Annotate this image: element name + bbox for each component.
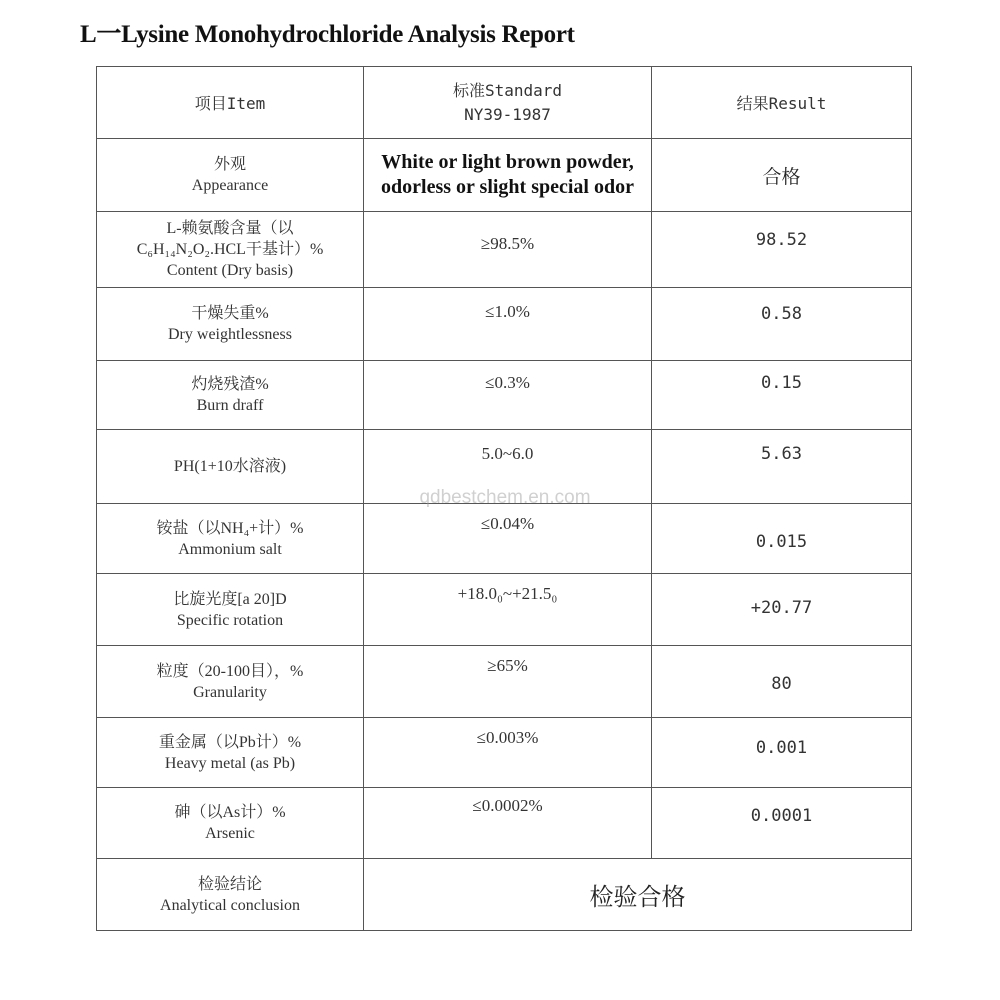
- row-result: 80: [652, 646, 912, 718]
- row-item: [97, 288, 364, 361]
- row-item: [97, 718, 364, 788]
- report-title: L一Lysine Monohydrochloride Analysis Report: [80, 21, 575, 48]
- row-item-en: Granularity: [193, 683, 267, 701]
- row-item: [97, 646, 364, 718]
- row-standard: ≤0.003%: [364, 718, 652, 788]
- row-item-en: Ammonium salt: [178, 540, 282, 558]
- row-item: [97, 504, 364, 574]
- row-result: 0.015: [652, 504, 912, 574]
- row-item: [97, 361, 364, 430]
- conclusion-row: [97, 859, 912, 931]
- row-item-en: Specific rotation: [176, 611, 284, 629]
- header-standard: [364, 67, 652, 139]
- row-standard: ≥65%: [364, 646, 652, 718]
- row-standard: ≤0.3%: [364, 361, 652, 430]
- row-result: 0.15: [652, 361, 912, 430]
- analysis-table: [96, 66, 912, 931]
- row-item-en: Heavy metal (as Pb): [164, 754, 296, 772]
- row-result: 0.001: [652, 718, 912, 788]
- watermark: qdbestchem.en.com: [419, 487, 591, 508]
- table-row: [97, 718, 912, 788]
- row-item-cn: 铵盐（以NH₄+计）%: [156, 519, 304, 537]
- row-item: [97, 212, 364, 288]
- header-result: 结果Result: [652, 67, 912, 139]
- row-standard: ≥98.5%: [364, 212, 652, 288]
- row-result: 5.63: [652, 430, 912, 504]
- row-item-cn: 比旋光度[a 20]D: [173, 590, 287, 608]
- conclusion-item-cn: 检验结论: [197, 875, 262, 893]
- table-header-row: [97, 67, 912, 139]
- row-item-en: Content (Dry basis): [166, 262, 294, 279]
- row-item: [97, 430, 364, 504]
- row-item: [97, 788, 364, 859]
- row-item-cn: 外观: [213, 156, 246, 173]
- row-standard: ≤0.0002%: [364, 788, 652, 859]
- table-row: [97, 574, 912, 646]
- table-row: [97, 139, 912, 212]
- conclusion-item: [97, 859, 364, 931]
- row-item-cn: PH(1+10水溶液): [173, 458, 287, 475]
- conclusion-value: 检验合格: [364, 859, 912, 931]
- table-row: [97, 646, 912, 718]
- row-item-cn: L-赖氨酸含量（以: [166, 220, 294, 237]
- row-item-cn: 粒度（20-100目），%: [156, 662, 304, 680]
- row-item: [97, 139, 364, 212]
- row-item-en: Appearance: [191, 177, 269, 194]
- row-item-en: Dry weightlessness: [168, 326, 292, 343]
- header-item: 项目Item: [97, 67, 364, 139]
- row-result: 0.0001: [652, 788, 912, 859]
- row-item-en: Arsenic: [205, 825, 255, 842]
- conclusion-item-en: Analytical conclusion: [160, 896, 300, 914]
- row-standard: ≤1.0%: [364, 288, 652, 361]
- row-item-cn: 干燥失重%: [191, 305, 269, 322]
- header-standard-label: 标准Standard: [452, 80, 563, 100]
- row-result: 合格: [652, 139, 912, 212]
- row-standard: 5.0~6.0: [364, 430, 652, 504]
- row-item-en: Burn draff: [196, 397, 264, 414]
- header-standard-code: NY39-1987: [464, 104, 551, 124]
- table-row: [97, 212, 912, 288]
- row-item-cn: 砷（以As计）%: [174, 804, 286, 821]
- row-standard: White or light brown powder, odorless or slight special odor: [364, 139, 652, 212]
- row-item: [97, 574, 364, 646]
- table-row: [97, 430, 912, 504]
- table-row: [97, 504, 912, 574]
- row-item-cn: 重金属（以Pb计）%: [158, 733, 302, 751]
- row-item-cn: 灼烧残渣%: [191, 376, 269, 393]
- row-result: 0.58: [652, 288, 912, 361]
- row-standard: ≤0.04%: [364, 504, 652, 574]
- row-result: +20.77: [652, 574, 912, 646]
- row-result: 98.52: [652, 212, 912, 288]
- table-row: [97, 788, 912, 859]
- row-standard: +18.0₀~+21.5₀: [364, 574, 652, 646]
- table-row: [97, 361, 912, 430]
- table-row: [97, 288, 912, 361]
- row-item-formula: C₆H₁₄N₂O₂.HCL干基计）%: [136, 241, 324, 258]
